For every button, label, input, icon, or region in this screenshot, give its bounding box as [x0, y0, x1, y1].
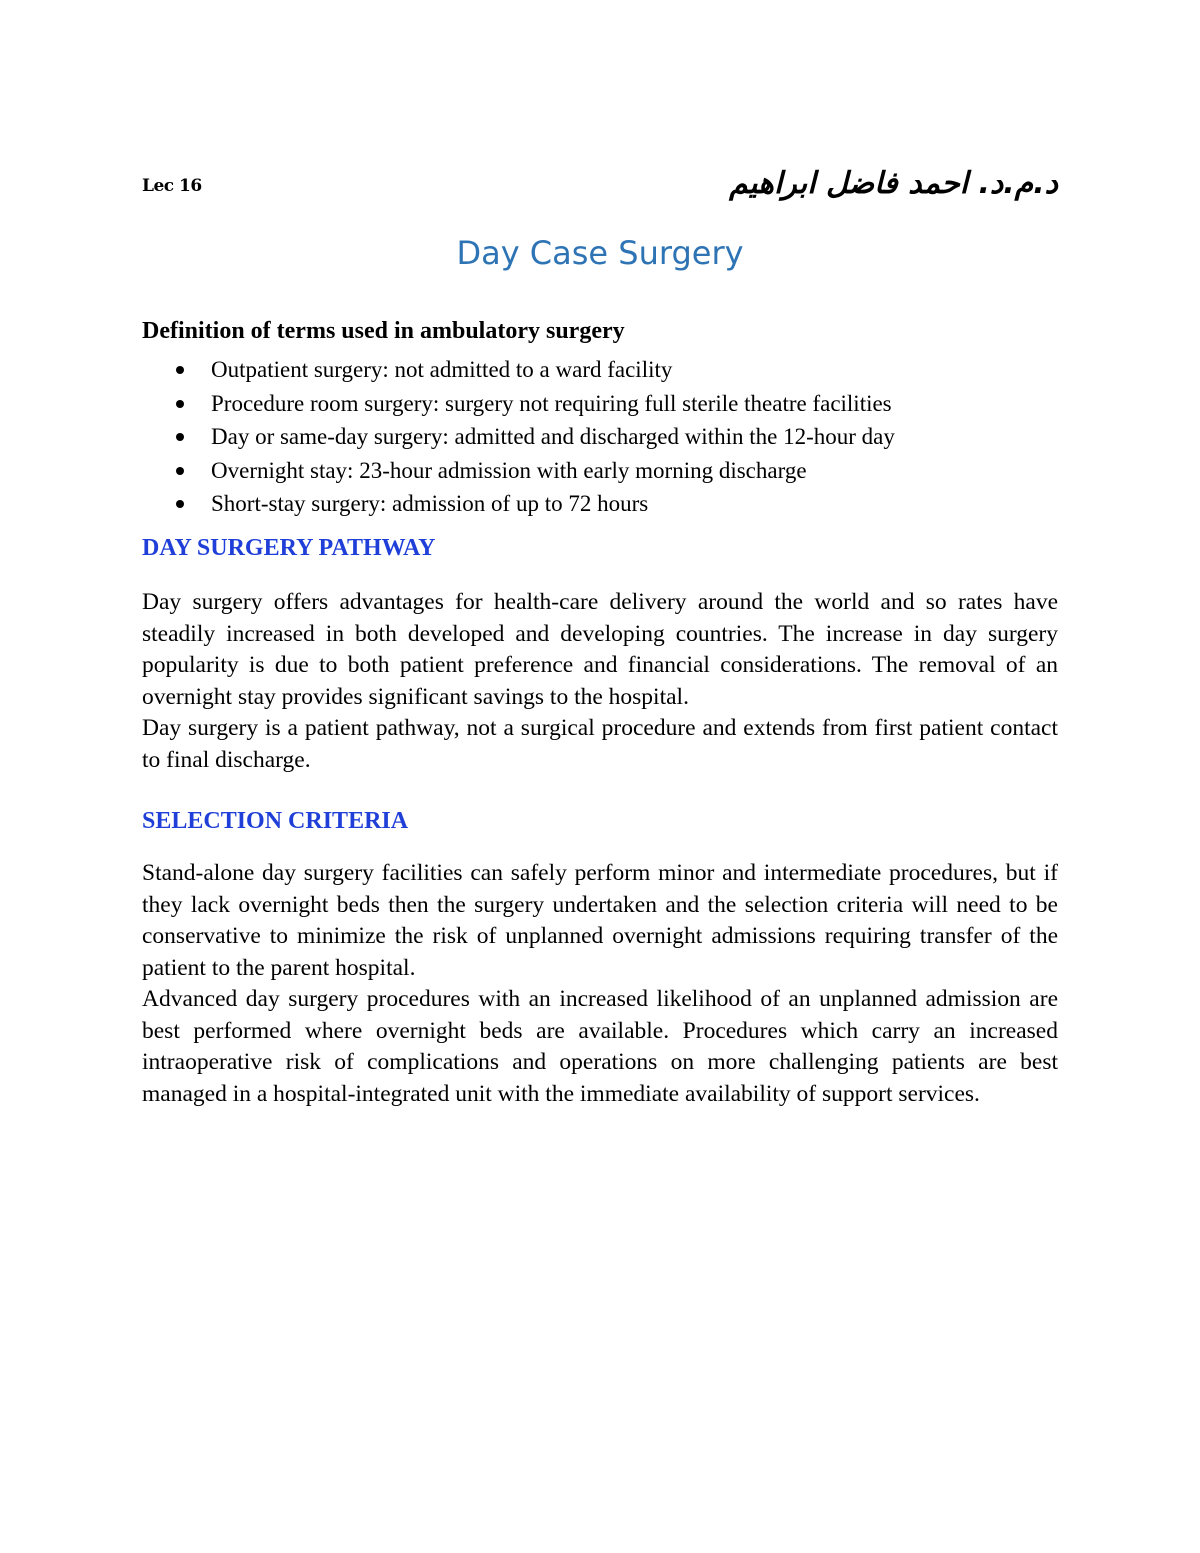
criteria-paragraph: Advanced day surgery procedures with an increased likelihood of an unplanned admission are best performed where overnight beds are available. Procedures which carry an increased intraoperative risk of complications and operations on more challenging patients are best managed in a hospital-integrated unit with the immediate availability of support services. — [142, 986, 1058, 1107]
definition-text: Procedure room surgery: surgery not requiring full sterile theatre facilities — [211, 390, 892, 416]
definition-item — [176, 454, 895, 488]
document-title: Day Case Surgery — [456, 234, 744, 272]
bullet-icon — [176, 400, 184, 408]
bullet-icon — [176, 366, 184, 374]
definition-text: Overnight stay: 23-hour admission with early morning discharge — [211, 457, 807, 483]
pathway-paragraph: Day surgery offers advantages for health-care delivery around the world and so rates have steadily increased in both developed and developing countries. The increase in day surgery popularity is due to both patient preference and financial considerations. The removal of an overnight stay provides significant savings to the hospital. — [142, 589, 1058, 710]
definition-item — [176, 487, 895, 521]
definition-item — [176, 387, 895, 421]
definition-item — [176, 353, 895, 387]
criteria-heading: SELECTION CRITERIA — [142, 808, 409, 834]
bullet-icon — [176, 467, 184, 475]
bullet-icon — [176, 433, 184, 441]
lecture-label: Lec 16 — [142, 176, 202, 196]
criteria-paragraph: Stand-alone day surgery facilities can safely perform minor and intermediate procedures, but if they lack overnight beds then the surgery undertaken and the selection criteria will need to be conservative to minimize the risk of unplanned overnight admissions requiring transfer of the patient to the parent hospital. — [142, 860, 1058, 981]
definition-text: Day or same-day surgery: admitted and discharged within the 12-hour day — [211, 424, 895, 449]
bullet-icon — [176, 500, 184, 508]
definitions-list — [176, 353, 895, 521]
author-name: د.م.د. احمد فاضل ابراهيم — [729, 166, 1058, 201]
pathway-paragraph: Day surgery is a patient pathway, not a surgical procedure and extends from first patient contact to final discharge. — [142, 715, 1058, 773]
definition-item — [176, 420, 895, 454]
definitions-heading: Definition of terms used in ambulatory surgery — [142, 318, 625, 344]
definition-text: Short-stay surgery: admission of up to 72 hours — [211, 491, 649, 516]
definition-text: Outpatient surgery: not admitted to a ward facility — [211, 357, 673, 382]
pathway-heading: DAY SURGERY PATHWAY — [142, 535, 436, 561]
